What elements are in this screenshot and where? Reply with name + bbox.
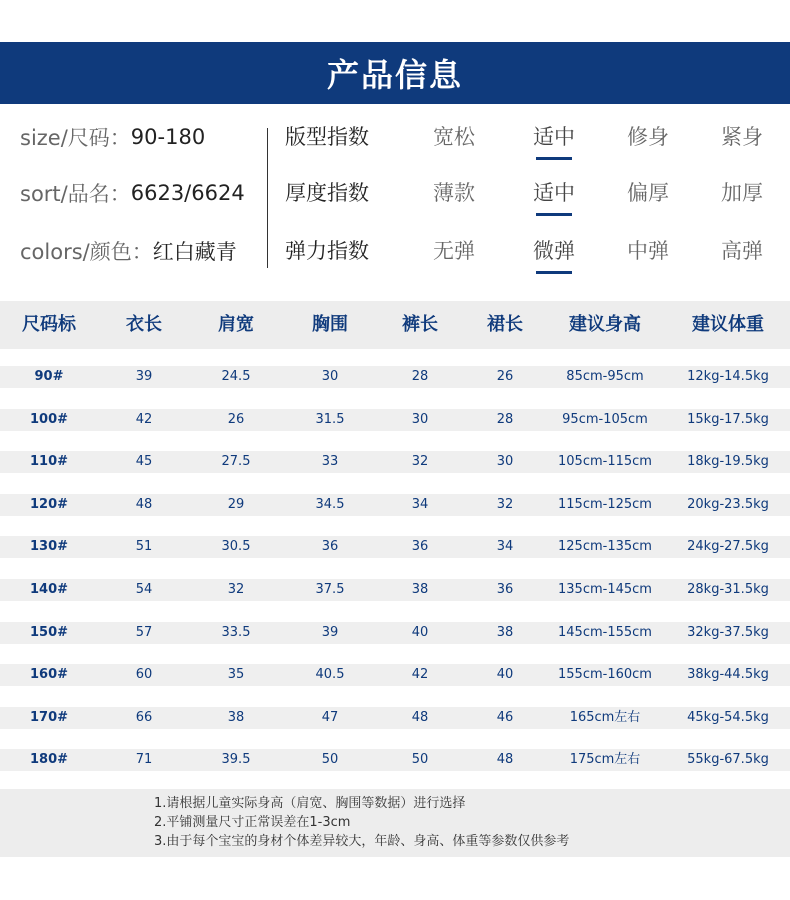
cell-length: 71 — [135, 752, 153, 767]
cell-size: 140# — [29, 582, 69, 597]
cell-shoulder: 24.5 — [221, 369, 251, 384]
sort-line — [20, 178, 245, 208]
cell-chest: 39 — [321, 625, 339, 640]
cell-height: 95cm-105cm — [562, 412, 648, 427]
table-row — [0, 579, 790, 601]
cell-weight: 24kg-27.5kg — [687, 539, 769, 554]
header-weight: 建议体重 — [692, 314, 764, 335]
size-table-header — [0, 301, 790, 349]
cell-size: 90# — [34, 369, 64, 384]
cell-pants-length: 30 — [411, 412, 429, 427]
fit-index-row — [285, 122, 785, 152]
cell-chest: 30 — [321, 369, 339, 384]
cell-chest: 33 — [321, 454, 339, 469]
header-shoulder: 肩宽 — [218, 314, 254, 335]
page-title: 产品信息 — [326, 56, 463, 94]
table-row — [0, 494, 790, 516]
fit-option-slim: 修身 — [627, 125, 669, 149]
cell-skirt-length: 26 — [496, 369, 514, 384]
product-info-section — [0, 104, 790, 300]
stretch-option-none: 无弹 — [433, 239, 475, 263]
header-banner — [0, 42, 790, 104]
size-line — [20, 122, 205, 152]
table-row — [0, 536, 790, 558]
table-row — [0, 707, 790, 729]
note-3: 3.由于每个宝宝的身材个体差异较大，年龄、身高、体重等参数仅供参考 — [154, 834, 570, 849]
cell-skirt-length: 38 — [496, 625, 514, 640]
cell-shoulder: 29 — [227, 497, 245, 512]
colors-value: 红白藏青 — [152, 240, 237, 264]
thickness-option-extra-thick: 加厚 — [721, 181, 763, 205]
fit-option-tight: 紧身 — [721, 125, 763, 149]
cell-length: 51 — [135, 539, 153, 554]
cell-pants-length: 32 — [411, 454, 429, 469]
table-row — [0, 409, 790, 431]
cell-shoulder: 33.5 — [221, 625, 251, 640]
sort-value: 6623/6624 — [130, 181, 245, 205]
cell-chest: 47 — [321, 710, 339, 725]
stretch-option-medium: 中弹 — [627, 239, 669, 263]
cell-pants-length: 28 — [411, 369, 429, 384]
fit-index-name: 版型指数 — [285, 125, 369, 149]
cell-weight: 28kg-31.5kg — [687, 582, 769, 597]
table-row — [0, 451, 790, 473]
stretch-index-name: 弹力指数 — [285, 239, 369, 263]
cell-size: 180# — [29, 752, 69, 767]
thickness-index-row — [285, 178, 785, 208]
cell-pants-length: 34 — [411, 497, 429, 512]
cell-pants-length: 48 — [411, 710, 429, 725]
cell-skirt-length: 28 — [496, 412, 514, 427]
cell-weight: 55kg-67.5kg — [687, 752, 769, 767]
cell-pants-length: 40 — [411, 625, 429, 640]
cell-height: 145cm-155cm — [558, 625, 652, 640]
cell-weight: 32kg-37.5kg — [687, 625, 769, 640]
cell-height: 155cm-160cm — [558, 667, 652, 682]
cell-shoulder: 30.5 — [221, 539, 251, 554]
cell-length: 45 — [135, 454, 153, 469]
cell-weight: 38kg-44.5kg — [687, 667, 769, 682]
cell-size: 170# — [29, 710, 69, 725]
cell-chest: 40.5 — [315, 667, 345, 682]
cell-weight: 45kg-54.5kg — [687, 710, 769, 725]
cell-pants-length: 50 — [411, 752, 429, 767]
colors-line — [20, 236, 237, 266]
size-label: size/尺码： — [20, 126, 131, 150]
cell-weight: 18kg-19.5kg — [687, 454, 769, 469]
header-chest: 胸围 — [312, 314, 348, 335]
sort-label: sort/品名： — [20, 182, 131, 206]
cell-length: 42 — [135, 412, 153, 427]
cell-weight: 12kg-14.5kg — [687, 369, 769, 384]
cell-shoulder: 32 — [227, 582, 245, 597]
cell-chest: 36 — [321, 539, 339, 554]
thickness-option-medium: 适中 — [514, 178, 594, 208]
cell-height: 115cm-125cm — [558, 497, 652, 512]
header-size: 尺码标 — [22, 314, 76, 335]
cell-size: 150# — [29, 625, 69, 640]
header-length: 衣长 — [126, 314, 162, 335]
cell-length: 39 — [135, 369, 153, 384]
cell-size: 110# — [29, 454, 69, 469]
stretch-option-high: 高弹 — [721, 239, 763, 263]
cell-height: 135cm-145cm — [558, 582, 652, 597]
cell-shoulder: 38 — [227, 710, 245, 725]
table-row — [0, 622, 790, 644]
table-row — [0, 749, 790, 771]
cell-shoulder: 26 — [227, 412, 245, 427]
header-pants-length: 裤长 — [402, 314, 438, 335]
cell-height: 125cm-135cm — [558, 539, 652, 554]
notes-section — [0, 789, 790, 857]
thickness-option-thick: 偏厚 — [627, 181, 669, 205]
thickness-option-thin: 薄款 — [433, 181, 475, 205]
cell-chest: 31.5 — [315, 412, 345, 427]
cell-weight: 15kg-17.5kg — [687, 412, 769, 427]
cell-length: 48 — [135, 497, 153, 512]
fit-option-regular: 适中 — [514, 122, 594, 152]
cell-pants-length: 42 — [411, 667, 429, 682]
fit-option-loose: 宽松 — [433, 125, 475, 149]
cell-shoulder: 39.5 — [221, 752, 251, 767]
cell-skirt-length: 46 — [496, 710, 514, 725]
cell-skirt-length: 30 — [496, 454, 514, 469]
cell-shoulder: 27.5 — [221, 454, 251, 469]
stretch-option-slight: 微弹 — [514, 236, 594, 266]
cell-skirt-length: 48 — [496, 752, 514, 767]
colors-label: colors/颜色： — [20, 240, 153, 264]
cell-weight: 20kg-23.5kg — [687, 497, 769, 512]
cell-shoulder: 35 — [227, 667, 245, 682]
table-row — [0, 366, 790, 388]
header-height: 建议身高 — [569, 314, 641, 335]
cell-size: 120# — [29, 497, 69, 512]
stretch-index-row — [285, 236, 785, 266]
cell-chest: 50 — [321, 752, 339, 767]
cell-skirt-length: 36 — [496, 582, 514, 597]
table-row — [0, 664, 790, 686]
cell-length: 54 — [135, 582, 153, 597]
cell-height: 175cm左右 — [569, 752, 641, 767]
note-2: 2.平铺测量尺寸正常误差在1-3cm — [154, 815, 351, 830]
cell-pants-length: 38 — [411, 582, 429, 597]
cell-chest: 34.5 — [315, 497, 345, 512]
cell-skirt-length: 40 — [496, 667, 514, 682]
note-1: 1.请根据儿童实际身高（肩宽、胸围等数据）进行选择 — [154, 796, 466, 811]
size-value: 90-180 — [130, 125, 206, 149]
cell-length: 57 — [135, 625, 153, 640]
vertical-divider — [267, 128, 268, 268]
cell-chest: 37.5 — [315, 582, 345, 597]
header-skirt-length: 裙长 — [487, 314, 523, 335]
cell-skirt-length: 34 — [496, 539, 514, 554]
cell-size: 100# — [29, 412, 69, 427]
cell-size: 160# — [29, 667, 69, 682]
cell-height: 105cm-115cm — [558, 454, 652, 469]
thickness-index-name: 厚度指数 — [285, 181, 369, 205]
cell-pants-length: 36 — [411, 539, 429, 554]
cell-size: 130# — [29, 539, 69, 554]
cell-skirt-length: 32 — [496, 497, 514, 512]
cell-height: 85cm-95cm — [566, 369, 644, 384]
cell-length: 60 — [135, 667, 153, 682]
cell-length: 66 — [135, 710, 153, 725]
cell-height: 165cm左右 — [569, 710, 641, 725]
